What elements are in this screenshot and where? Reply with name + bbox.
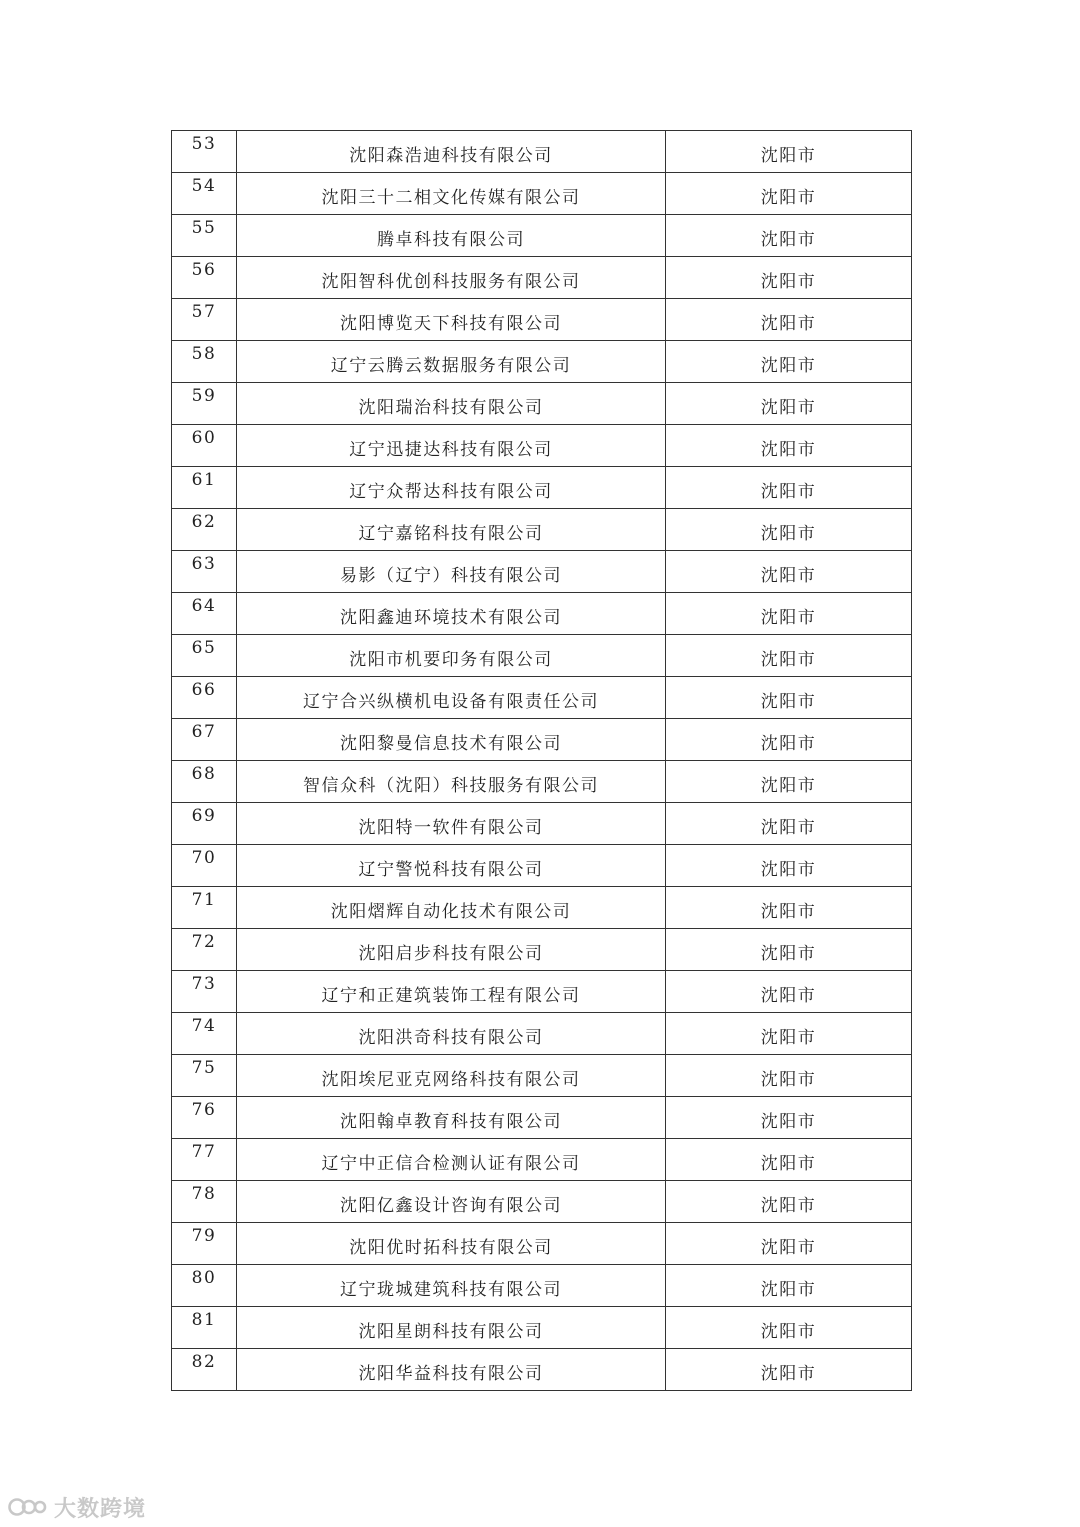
row-number: 69 (172, 803, 237, 845)
company-name: 沈阳优时拓科技有限公司 (237, 1223, 666, 1265)
table-row (172, 425, 912, 467)
company-name: 辽宁珑城建筑科技有限公司 (237, 1265, 666, 1307)
row-number: 62 (172, 509, 237, 551)
city: 沈阳市 (666, 1223, 912, 1265)
city: 沈阳市 (666, 1265, 912, 1307)
row-number: 81 (172, 1307, 237, 1349)
table-row (172, 1013, 912, 1055)
table-row (172, 173, 912, 215)
table-body (172, 131, 912, 1391)
table-row (172, 509, 912, 551)
row-number: 54 (172, 173, 237, 215)
company-name: 沈阳智科优创科技服务有限公司 (237, 257, 666, 299)
row-number: 73 (172, 971, 237, 1013)
table-row (172, 929, 912, 971)
company-name: 沈阳星朗科技有限公司 (237, 1307, 666, 1349)
row-number: 78 (172, 1181, 237, 1223)
watermark (8, 1492, 146, 1522)
table-row (172, 341, 912, 383)
company-name: 辽宁警悦科技有限公司 (237, 845, 666, 887)
row-number: 59 (172, 383, 237, 425)
company-name: 沈阳埃尼亚克网络科技有限公司 (237, 1055, 666, 1097)
row-number: 57 (172, 299, 237, 341)
city: 沈阳市 (666, 803, 912, 845)
city: 沈阳市 (666, 1181, 912, 1223)
company-name: 腾卓科技有限公司 (237, 215, 666, 257)
company-name: 沈阳博览天下科技有限公司 (237, 299, 666, 341)
city: 沈阳市 (666, 1055, 912, 1097)
city: 沈阳市 (666, 929, 912, 971)
table-row (172, 635, 912, 677)
row-number: 64 (172, 593, 237, 635)
company-name: 沈阳瑞治科技有限公司 (237, 383, 666, 425)
table-row (172, 719, 912, 761)
row-number: 71 (172, 887, 237, 929)
table-row (172, 551, 912, 593)
city: 沈阳市 (666, 1307, 912, 1349)
table-row (172, 1349, 912, 1391)
table-row (172, 131, 912, 173)
table-row (172, 971, 912, 1013)
table-row (172, 1223, 912, 1265)
watermark-text: 大数跨境 (54, 1496, 147, 1522)
row-number: 66 (172, 677, 237, 719)
company-name: 辽宁中正信合检测认证有限公司 (237, 1139, 666, 1181)
row-number: 74 (172, 1013, 237, 1055)
table-row (172, 887, 912, 929)
row-number: 72 (172, 929, 237, 971)
table-row (172, 1181, 912, 1223)
company-name: 沈阳黎曼信息技术有限公司 (237, 719, 666, 761)
city: 沈阳市 (666, 845, 912, 887)
company-name: 辽宁众帮达科技有限公司 (237, 467, 666, 509)
table-row (172, 845, 912, 887)
table-row (172, 1265, 912, 1307)
city: 沈阳市 (666, 593, 912, 635)
company-name: 沈阳森浩迪科技有限公司 (237, 131, 666, 173)
row-number: 79 (172, 1223, 237, 1265)
company-name: 沈阳三十二相文化传媒有限公司 (237, 173, 666, 215)
city: 沈阳市 (666, 509, 912, 551)
company-name: 沈阳翰卓教育科技有限公司 (237, 1097, 666, 1139)
table-row (172, 1139, 912, 1181)
city: 沈阳市 (666, 383, 912, 425)
company-name: 智信众科（沈阳）科技服务有限公司 (237, 761, 666, 803)
city: 沈阳市 (666, 257, 912, 299)
company-name: 辽宁合兴纵横机电设备有限责任公司 (237, 677, 666, 719)
city: 沈阳市 (666, 131, 912, 173)
row-number: 76 (172, 1097, 237, 1139)
row-number: 58 (172, 341, 237, 383)
row-number: 53 (172, 131, 237, 173)
table-row (172, 467, 912, 509)
company-name: 沈阳特一软件有限公司 (237, 803, 666, 845)
table-row (172, 761, 912, 803)
city: 沈阳市 (666, 425, 912, 467)
company-name: 沈阳市机要印务有限公司 (237, 635, 666, 677)
company-name: 易影（辽宁）科技有限公司 (237, 551, 666, 593)
row-number: 82 (172, 1349, 237, 1391)
company-name: 沈阳洪奇科技有限公司 (237, 1013, 666, 1055)
row-number: 70 (172, 845, 237, 887)
city: 沈阳市 (666, 551, 912, 593)
table-row (172, 299, 912, 341)
city: 沈阳市 (666, 677, 912, 719)
city: 沈阳市 (666, 719, 912, 761)
brand-logo-icon (8, 1494, 48, 1520)
company-name: 沈阳鑫迪环境技术有限公司 (237, 593, 666, 635)
city: 沈阳市 (666, 341, 912, 383)
table-row (172, 1307, 912, 1349)
row-number: 56 (172, 257, 237, 299)
table-row (172, 593, 912, 635)
city: 沈阳市 (666, 1097, 912, 1139)
table-row (172, 257, 912, 299)
row-number: 77 (172, 1139, 237, 1181)
row-number: 68 (172, 761, 237, 803)
city: 沈阳市 (666, 299, 912, 341)
row-number: 60 (172, 425, 237, 467)
city: 沈阳市 (666, 761, 912, 803)
row-number: 75 (172, 1055, 237, 1097)
row-number: 65 (172, 635, 237, 677)
city: 沈阳市 (666, 215, 912, 257)
company-name: 沈阳亿鑫设计咨询有限公司 (237, 1181, 666, 1223)
table-row (172, 215, 912, 257)
table-row (172, 803, 912, 845)
row-number: 80 (172, 1265, 237, 1307)
row-number: 67 (172, 719, 237, 761)
city: 沈阳市 (666, 635, 912, 677)
company-name: 辽宁嘉铭科技有限公司 (237, 509, 666, 551)
row-number: 61 (172, 467, 237, 509)
city: 沈阳市 (666, 971, 912, 1013)
company-name: 辽宁和正建筑装饰工程有限公司 (237, 971, 666, 1013)
company-list-table (171, 130, 912, 1391)
table-row (172, 1097, 912, 1139)
row-number: 63 (172, 551, 237, 593)
table-row (172, 1055, 912, 1097)
city: 沈阳市 (666, 1349, 912, 1391)
company-name: 辽宁云腾云数据服务有限公司 (237, 341, 666, 383)
city: 沈阳市 (666, 887, 912, 929)
table-row (172, 677, 912, 719)
city: 沈阳市 (666, 467, 912, 509)
city: 沈阳市 (666, 173, 912, 215)
city: 沈阳市 (666, 1139, 912, 1181)
table-row (172, 383, 912, 425)
row-number: 55 (172, 215, 237, 257)
company-name: 辽宁迅捷达科技有限公司 (237, 425, 666, 467)
company-name: 沈阳华益科技有限公司 (237, 1349, 666, 1391)
city: 沈阳市 (666, 1013, 912, 1055)
company-name: 沈阳启步科技有限公司 (237, 929, 666, 971)
company-name: 沈阳熠辉自动化技术有限公司 (237, 887, 666, 929)
